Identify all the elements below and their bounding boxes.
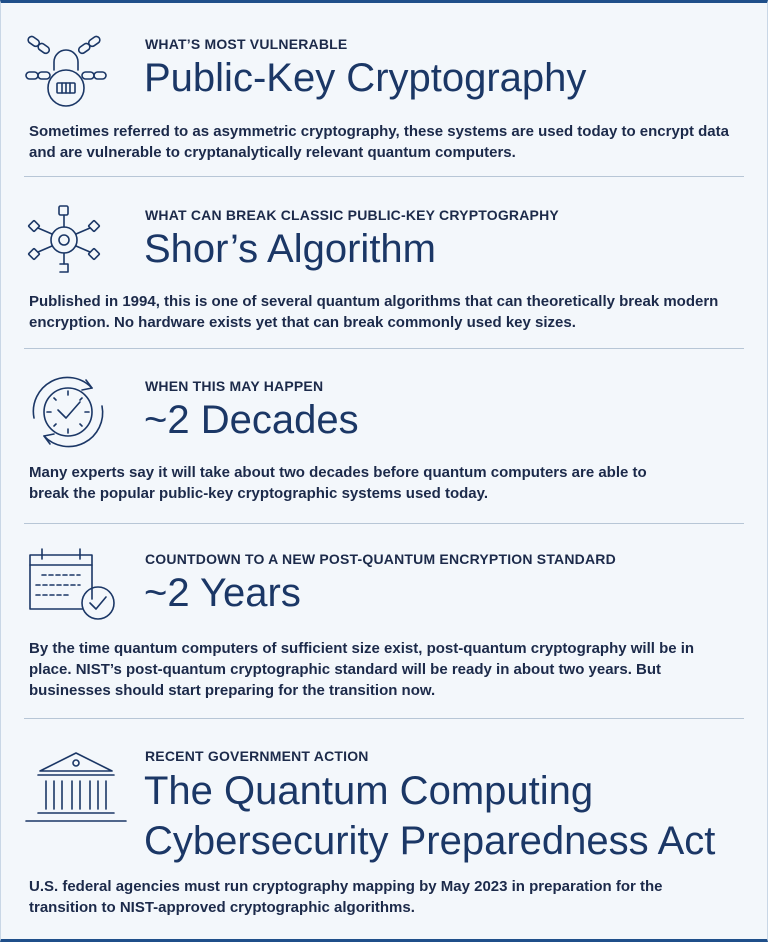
section-title: Public-Key Cryptography — [144, 56, 587, 100]
section-description: U.S. federal agencies must run cryptography mapping by May 2023 in preparation for the transition to NIST-approved cryptographic algorithms. — [29, 878, 663, 916]
section-eyebrow: RECENT GOVERNMENT ACTION — [145, 748, 369, 764]
divider — [24, 348, 744, 349]
section-description: Published in 1994, this is one of several quantum algorithms that can theoretically break modern encryption. No hardware exists yet that can break commonly used key sizes. — [29, 293, 719, 331]
divider — [24, 176, 744, 177]
section-eyebrow: COUNTDOWN TO A NEW POST-QUANTUM ENCRYPTION STANDARD — [145, 551, 616, 567]
section-eyebrow: WHEN THIS MAY HAPPEN — [145, 378, 324, 394]
section-title-line-1: The Quantum Computing — [144, 769, 594, 813]
divider — [24, 523, 744, 524]
section-title-line-2: Cybersecurity Preparedness Act — [144, 819, 716, 863]
clock-cycle-icon — [24, 374, 110, 450]
section-title: Shor’s Algorithm — [144, 227, 436, 271]
algorithm-network-icon — [24, 204, 104, 276]
section-eyebrow: WHAT’S MOST VULNERABLE — [145, 36, 348, 52]
section-description: Many experts say it will take about two decades before quantum computers are able to break the popular public-key cryptographic systems used today. — [29, 464, 647, 502]
section-title: ~2 Decades — [144, 398, 359, 442]
section-description: By the time quantum computers of sufficient size exist, post-quantum cryptography will be in place. NIST’s post-quantum cryptographic standard will be ready in about two years. But businesses should start preparing for the transition now. — [29, 640, 695, 699]
padlock-network-icon — [24, 32, 110, 112]
section-eyebrow: WHAT CAN BREAK CLASSIC PUBLIC-KEY CRYPTOGRAPHY — [145, 207, 559, 223]
calendar-check-icon — [24, 543, 120, 627]
section-description: Sometimes referred to as asymmetric cryptography, these systems are used today to encrypt data and are vulnerable to cryptanalytically relevant quantum computers. — [29, 123, 729, 161]
divider — [24, 718, 744, 719]
section-title: ~2 Years — [144, 571, 301, 615]
government-building-icon — [24, 745, 128, 829]
